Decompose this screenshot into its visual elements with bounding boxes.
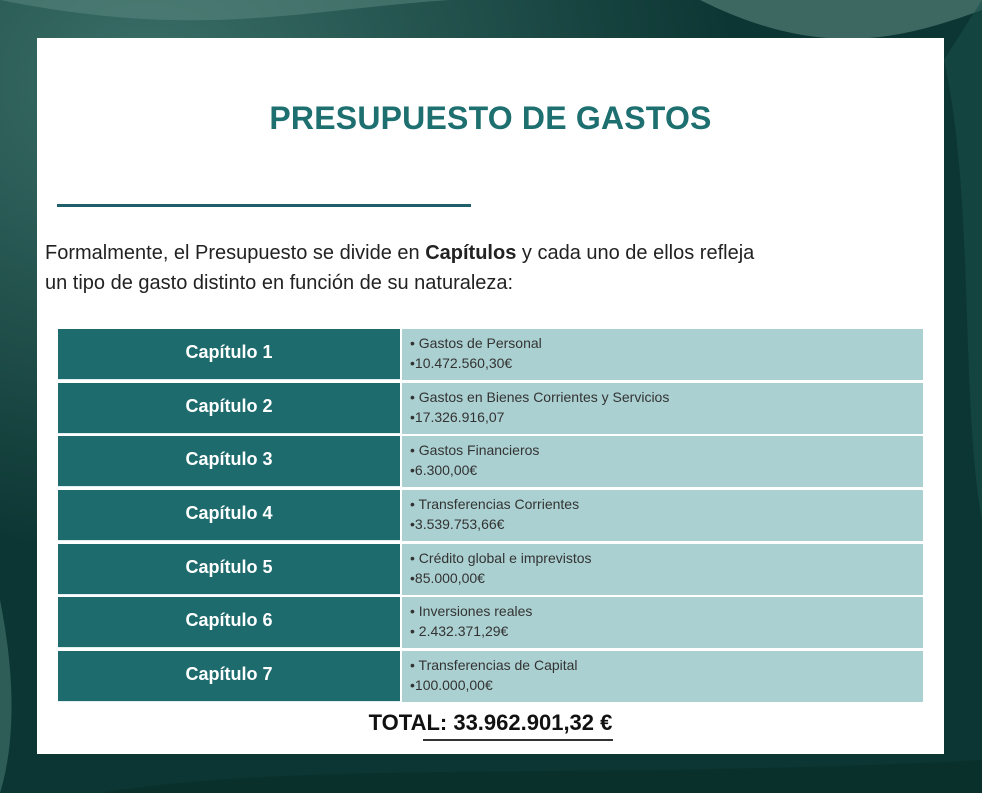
table-row [58,490,923,541]
chapter-amount: •3.539.753,66€ [410,516,505,533]
chapter-amount: •100.000,00€ [410,677,493,694]
chapter-concept: • Gastos de Personal [410,335,542,351]
chapter-detail [402,544,923,595]
chapter-label: Capítulo 6 [58,597,400,648]
intro-part1: Formalmente, el Presupuesto se divide en [45,242,426,264]
intro-bold: Capítulos [425,242,517,264]
chapter-concept: • Transferencias Corrientes [410,496,580,513]
chapter-amount: •85.000,00€ [410,569,485,586]
table-row [58,651,923,702]
table-row [58,597,923,648]
chapter-detail [402,383,923,434]
total-underline [423,739,613,741]
intro-part2: y cada uno de ellos refleja [516,242,755,264]
table-row [58,383,923,434]
chapter-label: Capítulo 1 [58,329,400,380]
chapter-concept: • Gastos Financieros [410,442,540,459]
chapter-label: Capítulo 7 [58,651,400,702]
chapter-amount: • 2.432.371,29€ [410,623,509,640]
chapter-label: Capítulo 4 [58,490,400,541]
table-row [58,544,923,595]
chapter-amount: •6.300,00€ [410,462,478,479]
chapter-label: Capítulo 3 [58,436,400,487]
chapter-concept: • Gastos en Bienes Corrientes y Servicios [410,388,670,405]
title-underline [57,204,471,207]
page-title: PRESUPUESTO DE GASTOS [269,100,712,136]
intro-text [45,238,944,298]
slide [37,38,944,754]
chapter-amount: •10.472.560,30€ [410,355,513,371]
total-amount: TOTAL: 33.962.901,32 € [368,710,613,735]
chapter-detail [402,651,923,702]
table-row [58,436,923,487]
table-row [58,329,923,380]
chapter-concept: • Crédito global e imprevistos [410,549,592,566]
chapter-label: Capítulo 5 [58,544,400,595]
chapter-label: Capítulo 2 [58,383,400,434]
intro-line2: un tipo de gasto distinto en función de su naturaleza: [45,272,514,294]
chapter-amount: •17.326.916,07 [410,408,505,425]
chapters-table [58,329,923,705]
chapter-detail [402,436,923,487]
chapter-concept: • Transferencias de Capital [410,657,578,674]
chapter-detail [402,597,923,648]
chapter-detail [402,329,923,380]
chapter-concept: • Inversiones reales [410,603,533,620]
chapter-detail [402,490,923,541]
